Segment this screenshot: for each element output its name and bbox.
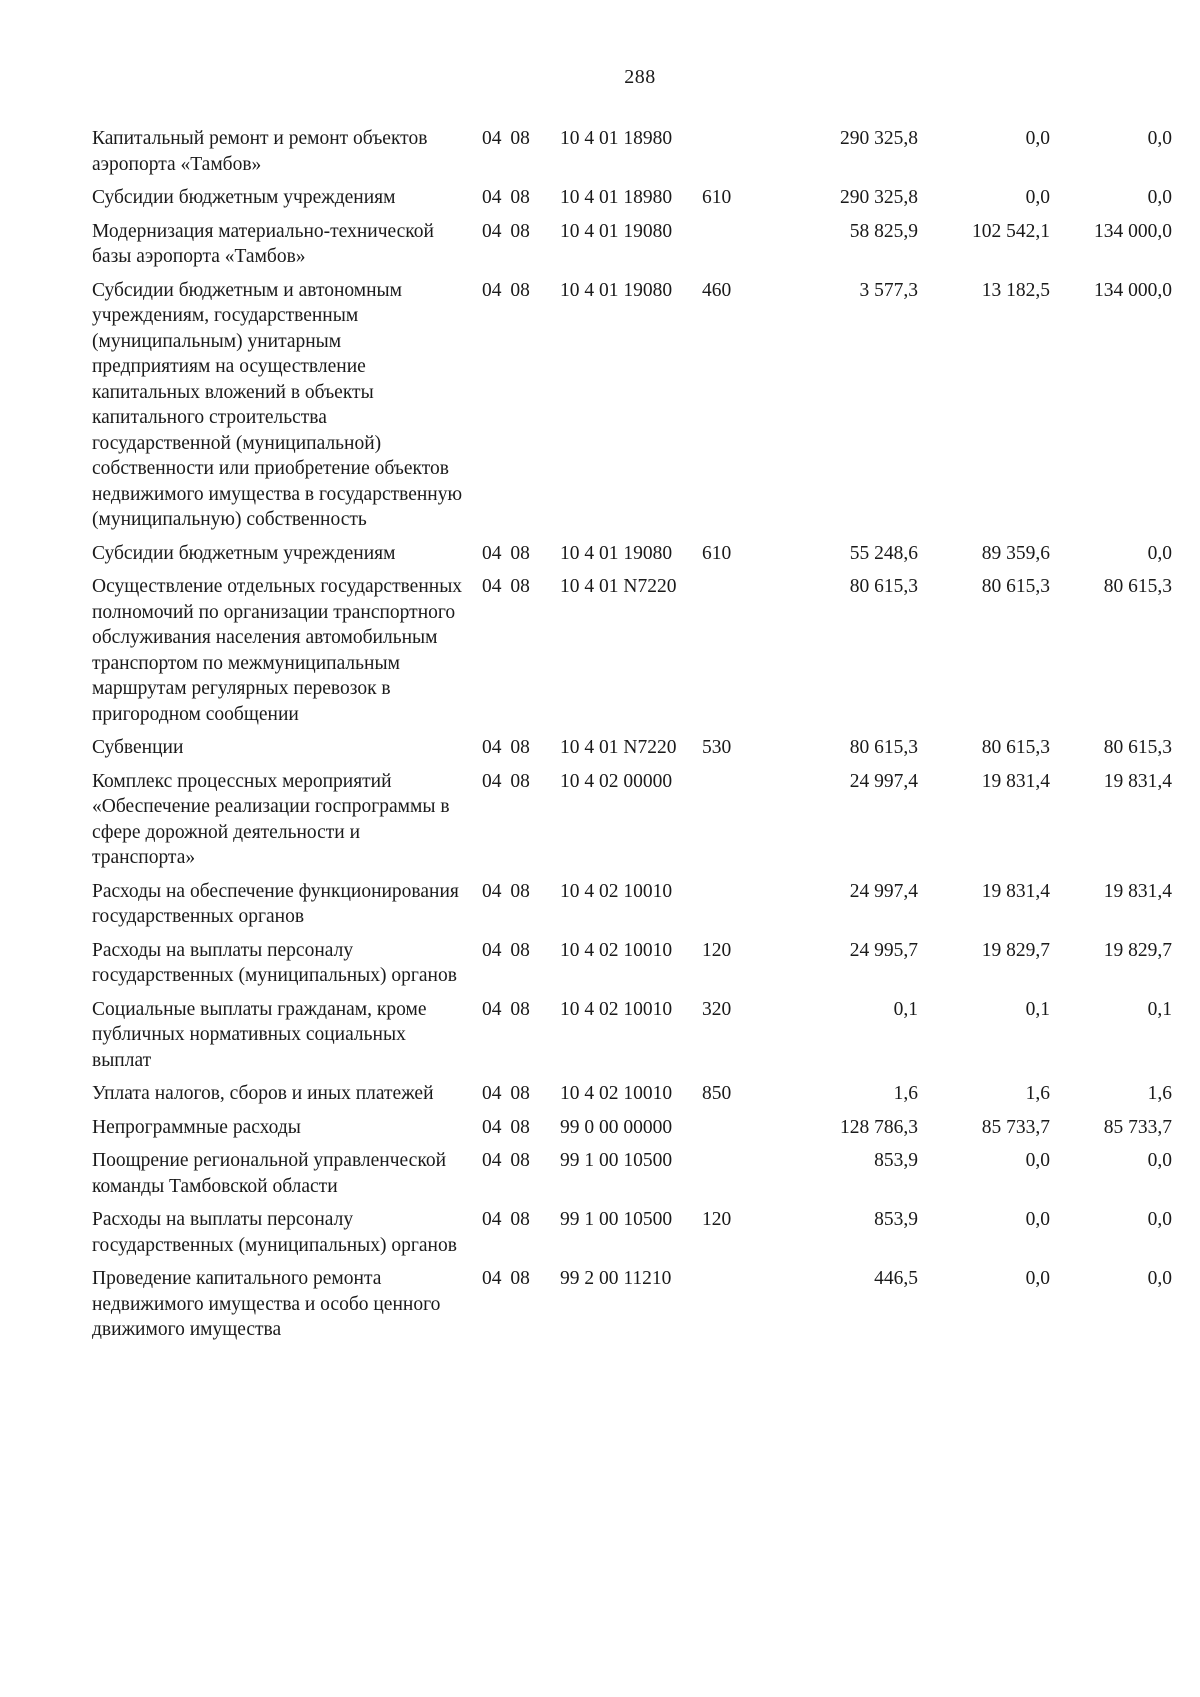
amount-year-2: 80 615,3 [981,737,1050,758]
expense-type-code: 610 [702,187,732,208]
table-row [92,938,1172,997]
target-code: 99 2 00 11210 [560,1268,672,1289]
expense-name: Расходы на выплаты персоналу государственных (муниципальных) органов [92,1209,457,1256]
table-row [92,219,1172,278]
target-code: 10 4 01 N7220 [560,576,677,597]
expense-type-code [694,1115,760,1149]
expense-type-code: 530 [702,737,732,758]
section-code: 04 08 [482,128,530,149]
expense-name: Комплекс процессных мероприятий «Обеспечение реализации госпрограммы в сфере дорожной деятельности и транспорта» [92,770,450,868]
target-code: 10 4 01 N7220 [560,737,677,758]
amount-year-2: 80 615,3 [981,576,1050,597]
amount-year-2: 13 182,5 [981,279,1050,301]
table-row [92,185,1172,219]
expense-type-code [694,1266,760,1351]
expense-type-code [694,879,760,938]
amount-year-2: 85 733,7 [981,1116,1050,1138]
amount-year-1: 24 997,4 [849,880,918,902]
expense-name: Субвенции [92,737,184,758]
expense-type-code: 610 [702,542,732,564]
table-row [92,879,1172,938]
expense-type-code [694,574,760,735]
table-row [92,278,1172,541]
expense-type-code: 320 [702,998,732,1020]
amount-year-2: 0,0 [1025,1268,1050,1289]
amount-year-2: 19 831,4 [981,770,1050,792]
expense-type-code: 850 [702,1083,732,1104]
target-code: 99 1 00 10500 [560,1150,673,1171]
table-row [92,1207,1172,1266]
expense-name: Осуществление отдельных государственных полномочий по организации транспортного обслуживания населения автомобильным транспортом по межмуниципальным маршрутам регулярных перевозок в пригородном сообщении [92,576,463,725]
section-code: 04 08 [482,187,530,208]
expense-type-code [694,769,760,879]
table-row [92,769,1172,879]
amount-year-1: 1,6 [893,1083,918,1104]
amount-year-1: 80 615,3 [849,576,918,597]
amount-year-3: 0,0 [1147,542,1172,564]
amount-year-3: 85 733,7 [1103,1116,1172,1138]
expense-type-code [694,126,760,185]
section-code: 04 08 [482,880,530,902]
amount-year-1: 24 995,7 [849,939,918,961]
section-code: 04 08 [482,542,530,564]
section-code: 04 08 [482,737,530,758]
table-row [92,574,1172,735]
amount-year-1: 80 615,3 [849,737,918,758]
amount-year-1: 290 325,8 [840,128,918,149]
amount-year-3: 134 000,0 [1094,279,1172,301]
target-code: 10 4 02 10010 [560,1083,673,1104]
amount-year-2: 0,0 [1025,1209,1050,1230]
amount-year-3: 0,0 [1147,187,1172,208]
amount-year-2: 1,6 [1025,1083,1050,1104]
section-code: 04 08 [482,279,530,301]
amount-year-1: 128 786,3 [840,1116,918,1138]
budget-table-body [92,126,1172,1351]
amount-year-1: 446,5 [874,1268,918,1289]
amount-year-1: 3 577,3 [859,279,918,301]
expense-name: Модернизация материально-технической базы аэропорта «Тамбов» [92,220,434,267]
section-code: 04 08 [482,576,530,597]
amount-year-2: 19 831,4 [981,880,1050,902]
target-code: 10 4 01 19080 [560,279,673,301]
amount-year-2: 0,0 [1025,187,1050,208]
amount-year-2: 0,0 [1025,128,1050,149]
expense-name: Поощрение региональной управленческой команды Тамбовской области [92,1150,447,1197]
amount-year-2: 102 542,1 [972,220,1050,242]
section-code: 04 08 [482,1268,530,1289]
expense-type-code: 120 [702,939,732,961]
amount-year-3: 19 831,4 [1103,880,1172,902]
table-row [92,735,1172,769]
section-code: 04 08 [482,1083,530,1104]
table-row [92,126,1172,185]
target-code: 10 4 01 19080 [560,220,673,242]
section-code: 04 08 [482,1209,530,1230]
expense-name: Субсидии бюджетным учреждениям [92,542,396,564]
amount-year-1: 0,1 [893,998,918,1020]
target-code: 10 4 01 18980 [560,187,673,208]
table-row [92,1115,1172,1149]
table-row [92,1081,1172,1115]
expense-name: Социальные выплаты гражданам, кроме публичных нормативных социальных выплат [92,998,427,1071]
expense-name: Непрограммные расходы [92,1116,301,1138]
amount-year-2: 0,1 [1025,998,1050,1020]
amount-year-1: 55 248,6 [849,542,918,564]
section-code: 04 08 [482,1116,530,1138]
amount-year-3: 0,0 [1147,1268,1172,1289]
amount-year-3: 0,0 [1147,128,1172,149]
budget-table [92,126,1172,1351]
target-code: 99 1 00 10500 [560,1209,673,1230]
amount-year-1: 853,9 [874,1209,918,1230]
table-row [92,997,1172,1082]
amount-year-2: 89 359,6 [981,542,1050,564]
amount-year-3: 0,0 [1147,1150,1172,1171]
expense-name: Уплата налогов, сборов и иных платежей [92,1083,434,1104]
target-code: 10 4 02 10010 [560,998,673,1020]
expense-type-code: 120 [702,1209,732,1230]
section-code: 04 08 [482,1150,530,1171]
target-code: 10 4 02 00000 [560,770,673,792]
target-code: 10 4 01 19080 [560,542,673,564]
target-code: 10 4 01 18980 [560,128,673,149]
amount-year-1: 58 825,9 [849,220,918,242]
expense-type-code [694,219,760,278]
expense-name: Расходы на выплаты персоналу государственных (муниципальных) органов [92,939,457,986]
amount-year-3: 0,1 [1147,998,1172,1020]
amount-year-3: 19 829,7 [1103,939,1172,961]
expense-name: Капитальный ремонт и ремонт объектов аэропорта «Тамбов» [92,128,428,175]
amount-year-2: 0,0 [1025,1150,1050,1171]
amount-year-3: 80 615,3 [1103,576,1172,597]
expense-name: Субсидии бюджетным учреждениям [92,187,396,208]
expense-name: Расходы на обеспечение функционирования государственных органов [92,880,459,927]
target-code: 10 4 02 10010 [560,880,673,902]
amount-year-3: 80 615,3 [1103,737,1172,758]
amount-year-3: 0,0 [1147,1209,1172,1230]
table-row [92,1148,1172,1207]
amount-year-3: 1,6 [1147,1083,1172,1104]
target-code: 99 0 00 00000 [560,1116,673,1138]
expense-type-code: 460 [702,279,732,301]
amount-year-3: 19 831,4 [1103,770,1172,792]
amount-year-3: 134 000,0 [1094,220,1172,242]
page-number: 288 [624,66,656,88]
expense-name: Проведение капитального ремонта недвижимого имущества и особо ценного движимого имущества [92,1268,441,1340]
section-code: 04 08 [482,998,530,1020]
amount-year-1: 24 997,4 [849,770,918,792]
amount-year-1: 853,9 [874,1150,918,1171]
amount-year-2: 19 829,7 [981,939,1050,961]
section-code: 04 08 [482,770,530,792]
section-code: 04 08 [482,939,530,961]
expense-type-code [694,1148,760,1207]
section-code: 04 08 [482,220,530,242]
target-code: 10 4 02 10010 [560,939,673,961]
table-row [92,541,1172,575]
table-row [92,1266,1172,1351]
expense-name: Субсидии бюджетным и автономным учреждениям, государственным (муниципальным) унитарным предприятиям на осуществление капитальных вложений в объекты капитального строительства государственной (муниципальной) собственности или приобретение объектов недвижимого имущества в государственную (муниципальную) собственность [92,279,463,530]
amount-year-1: 290 325,8 [840,187,918,208]
